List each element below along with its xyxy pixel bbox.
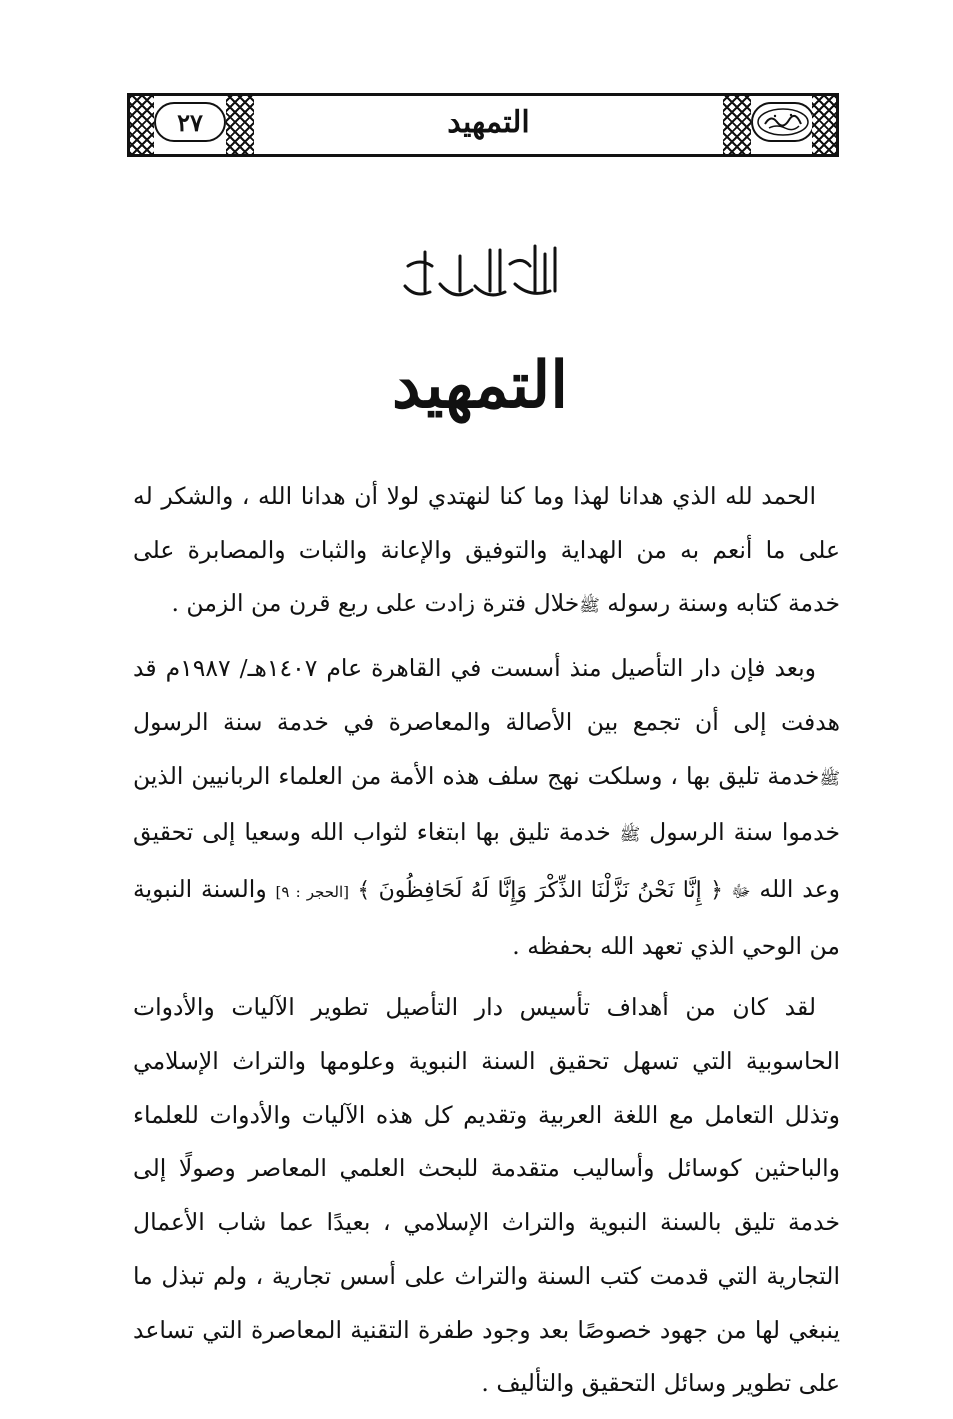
page-header [127, 93, 839, 157]
salla-symbol: ﷺ [619, 825, 641, 846]
paragraph-1 [133, 470, 840, 634]
page-number: ٢٧ [154, 102, 226, 142]
paragraph-3: لقد كان من أهداف تأسيس دار التأصيل تطوير الآليات والأدوات الحاسوبية التي تسهل تحقيق السنة النبوية وعلومها والتراث الإسلامي وتذلل التعامل مع اللغة العربية وتقديم كل هذه الآليات والأدوات للعلماء والباحثين كوسائل وأساليب متقدمة للبحث العلمي المعاصر وصولًا إلى خدمة تليق بالسنة النبوية والتراث الإسلامي ، بعيدًا عما شاب الأعمال التجارية التي قدمت كتب السنة والتراث على أسس تجارية ، ولم تبذل ما ينبغي لها من جهود خصوصًا بعد وجود طفرة التقنية المعاصرة التي تساعد على تطوير وسائل التحقيق والتأليف . [133, 993, 840, 1398]
series-logo [751, 102, 815, 142]
body-text [133, 470, 840, 1419]
quran-reference: [الحجر : ٩] [275, 882, 349, 901]
p2-text-a: وبعد فإن دار التأصيل منذ أسست في القاهرة عام ١٤٠٧هـ/ ١٩٨٧م قد هدفت إلى أن تجمع بين الأصالة والمعاصرة في خدمة سنة الرسول [133, 654, 840, 736]
p2-text-b: خدمة تليق بها ، وسلكت نهج سلف هذه الأمة من العلماء الربانيين الذين خدموا سنة الرسول [133, 761, 840, 847]
header-ornament-mid-left [226, 96, 254, 154]
paragraph-2 [133, 642, 840, 973]
main-heading: التمهيد [392, 348, 568, 423]
basmala-calligraphy [380, 236, 580, 306]
p1-text-a: الحمد لله الذي هدانا لهذا وما كنا لنهتدي لولا أن هدانا الله ، والشكر له على ما أنعم به من الهداية والتوفيق والإعانة والثبات والمصابرة على خدمة كتابه وسنة رسوله [133, 482, 840, 618]
running-title: التمهيد [254, 100, 723, 144]
header-ornament-left [130, 96, 154, 154]
header-ornament-right [812, 96, 836, 154]
header-ornament-mid-right [723, 96, 751, 154]
basmala-icon [380, 236, 580, 306]
azza-symbol: ﷻ [731, 881, 751, 902]
salla-symbol: ﷺ [819, 768, 840, 789]
p2-text-c: خدمة تليق بها ابتغاء لثواب الله وسعيا إلى تحقيق وعد الله [133, 818, 840, 903]
p2-text-d: والسنة النبوية من الوحي الذي تعهد الله بحفظه . [133, 874, 840, 960]
series-logo-icon [755, 106, 811, 138]
p1-text-b: خلال فترة زادت على ربع قرن من الزمن . [171, 589, 580, 618]
salla-symbol: ﷺ [579, 596, 600, 617]
quran-verse: ﴿ إِنَّا نَحْنُ نَزَّلْنَا الذِّكْرَ وَإِنَّا لَهُ لَحَافِظُونَ ﴾ [348, 877, 732, 903]
